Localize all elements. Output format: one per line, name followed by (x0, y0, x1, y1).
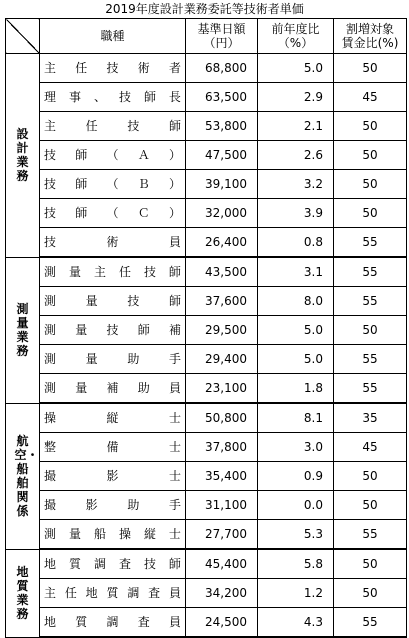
job-name: 地 質 調 査 員 (44, 615, 181, 629)
corner-cell (6, 19, 40, 54)
base-wage-cell: 27,700 (186, 520, 258, 550)
rate-cell: 45 (334, 433, 407, 462)
ratio-cell: 8.0 (258, 287, 334, 316)
wage-table (5, 18, 407, 638)
job-name: 測 量 助 手 (44, 352, 181, 366)
header-base-line1: 基準日額 (197, 22, 246, 36)
rate-cell: 55 (334, 287, 407, 316)
group-label-text: 設計業務 (16, 127, 29, 184)
table-row (6, 257, 407, 287)
ratio-cell: 5.3 (258, 520, 334, 550)
table-row (6, 141, 407, 170)
header-ratio (258, 19, 334, 54)
group-label (6, 403, 40, 549)
ratio-cell: 2.1 (258, 112, 334, 141)
job-cell (40, 345, 186, 374)
ratio-cell: 2.9 (258, 83, 334, 112)
table-row (6, 374, 407, 404)
table-row (6, 228, 407, 258)
ratio-cell: 3.9 (258, 199, 334, 228)
table-row (6, 316, 407, 345)
ratio-cell: 0.9 (258, 462, 334, 491)
job-cell (40, 433, 186, 462)
ratio-cell: 0.0 (258, 491, 334, 520)
job-cell (40, 462, 186, 491)
job-name: 技 術 員 (44, 235, 181, 249)
table-row (6, 199, 407, 228)
job-cell (40, 83, 186, 112)
base-wage-cell: 32,000 (186, 199, 258, 228)
base-wage-cell: 37,600 (186, 287, 258, 316)
rate-cell: 45 (334, 83, 407, 112)
rate-cell: 55 (334, 257, 407, 287)
base-wage-cell: 31,100 (186, 491, 258, 520)
job-cell (40, 228, 186, 258)
table-row (6, 549, 407, 579)
job-name: 測 量 船 操 縦 士 (44, 527, 181, 541)
base-wage-cell: 68,800 (186, 54, 258, 83)
base-wage-cell: 24,500 (186, 608, 258, 638)
job-cell (40, 257, 186, 287)
table-row (6, 579, 407, 608)
ratio-cell: 5.8 (258, 549, 334, 579)
header-row (6, 19, 407, 54)
table-row (6, 491, 407, 520)
job-cell (40, 199, 186, 228)
ratio-cell: 5.0 (258, 316, 334, 345)
table-row (6, 462, 407, 491)
job-cell (40, 141, 186, 170)
job-name: 測 量 補 助 員 (44, 381, 181, 395)
job-cell (40, 316, 186, 345)
job-name: 技 師 （ Ａ ） (44, 148, 181, 162)
base-wage-cell: 63,500 (186, 83, 258, 112)
base-wage-cell: 29,400 (186, 345, 258, 374)
base-wage-cell: 47,500 (186, 141, 258, 170)
ratio-cell: 8.1 (258, 403, 334, 433)
header-job: 職種 (40, 19, 186, 54)
job-cell (40, 54, 186, 83)
base-wage-cell: 29,500 (186, 316, 258, 345)
ratio-cell: 3.2 (258, 170, 334, 199)
ratio-cell: 4.3 (258, 608, 334, 638)
rate-cell: 50 (334, 170, 407, 199)
job-cell (40, 520, 186, 550)
job-name: 測 量 技 師 (44, 294, 181, 308)
ratio-cell: 3.0 (258, 433, 334, 462)
job-cell (40, 287, 186, 316)
job-name: 整 備 士 (44, 440, 181, 454)
base-wage-cell: 45,400 (186, 549, 258, 579)
base-wage-cell: 26,400 (186, 228, 258, 258)
table-row (6, 112, 407, 141)
base-wage-cell: 34,200 (186, 579, 258, 608)
rate-cell: 50 (334, 141, 407, 170)
job-cell (40, 579, 186, 608)
rate-cell: 50 (334, 491, 407, 520)
ratio-cell: 3.1 (258, 257, 334, 287)
rate-cell: 35 (334, 403, 407, 433)
rate-cell: 55 (334, 374, 407, 404)
group-label (6, 549, 40, 637)
rate-cell: 55 (334, 345, 407, 374)
job-name: 操 縦 士 (44, 411, 181, 425)
group-label-text: 測量業務 (16, 302, 29, 358)
header-ratio-line1: 前年度比 (271, 22, 320, 36)
table-row (6, 83, 407, 112)
job-name: 撮 影 助 手 (44, 498, 181, 512)
table-row (6, 433, 407, 462)
header-base-line2: （円） (203, 36, 240, 50)
ratio-cell: 0.8 (258, 228, 334, 258)
base-wage-cell: 23,100 (186, 374, 258, 404)
job-cell (40, 112, 186, 141)
table-row (6, 287, 407, 316)
base-wage-cell: 53,800 (186, 112, 258, 141)
rate-cell: 50 (334, 462, 407, 491)
job-name: 地 質 調 査 技 師 (44, 557, 181, 571)
ratio-cell: 1.2 (258, 579, 334, 608)
table-title: 2019年度設計業務委託等技術者単価 (105, 2, 304, 16)
ratio-cell: 1.8 (258, 374, 334, 404)
table-row (6, 170, 407, 199)
table-row (6, 520, 407, 550)
header-rate (334, 19, 407, 54)
table-row (6, 403, 407, 433)
table-row (6, 345, 407, 374)
base-wage-cell: 50,800 (186, 403, 258, 433)
job-cell (40, 608, 186, 638)
job-name: 主 任 地 質 調 査 員 (44, 586, 181, 600)
job-name: 測 量 主 任 技 師 (44, 265, 181, 279)
job-name: 技 師 （ Ｃ ） (44, 206, 181, 220)
table-row (6, 608, 407, 638)
rate-cell: 50 (334, 112, 407, 141)
rate-cell: 55 (334, 228, 407, 258)
base-wage-cell: 35,400 (186, 462, 258, 491)
rate-cell: 50 (334, 579, 407, 608)
group-label (6, 257, 40, 403)
job-name: 理 事 、 技 師 長 (44, 90, 181, 104)
header-base (186, 19, 258, 54)
job-name: 測 量 技 師 補 (44, 323, 181, 337)
job-name: 主 任 技 師 (44, 119, 181, 133)
rate-cell: 55 (334, 608, 407, 638)
group-label-text: 地質業務 (16, 565, 29, 621)
ratio-cell: 5.0 (258, 54, 334, 83)
base-wage-cell: 43,500 (186, 257, 258, 287)
header-rate-line2: 賃金比(%) (341, 36, 399, 50)
group-label-text: 航空・船舶関係 (14, 434, 39, 518)
job-name: 撮 影 士 (44, 469, 181, 483)
table-row (6, 54, 407, 83)
header-rate-line1: 割増対象 (345, 22, 394, 36)
group-label (6, 54, 40, 258)
rate-cell: 50 (334, 316, 407, 345)
job-cell (40, 491, 186, 520)
rate-cell: 50 (334, 54, 407, 83)
job-cell (40, 374, 186, 404)
job-name: 主 任 技 術 者 (44, 61, 181, 75)
base-wage-cell: 37,800 (186, 433, 258, 462)
header-ratio-line2: （%） (277, 36, 314, 50)
job-cell (40, 403, 186, 433)
ratio-cell: 2.6 (258, 141, 334, 170)
job-name: 技 師 （ Ｂ ） (44, 177, 181, 191)
job-cell (40, 170, 186, 199)
rate-cell: 50 (334, 549, 407, 579)
ratio-cell: 5.0 (258, 345, 334, 374)
rate-cell: 55 (334, 520, 407, 550)
base-wage-cell: 39,100 (186, 170, 258, 199)
rate-cell: 50 (334, 199, 407, 228)
job-cell (40, 549, 186, 579)
